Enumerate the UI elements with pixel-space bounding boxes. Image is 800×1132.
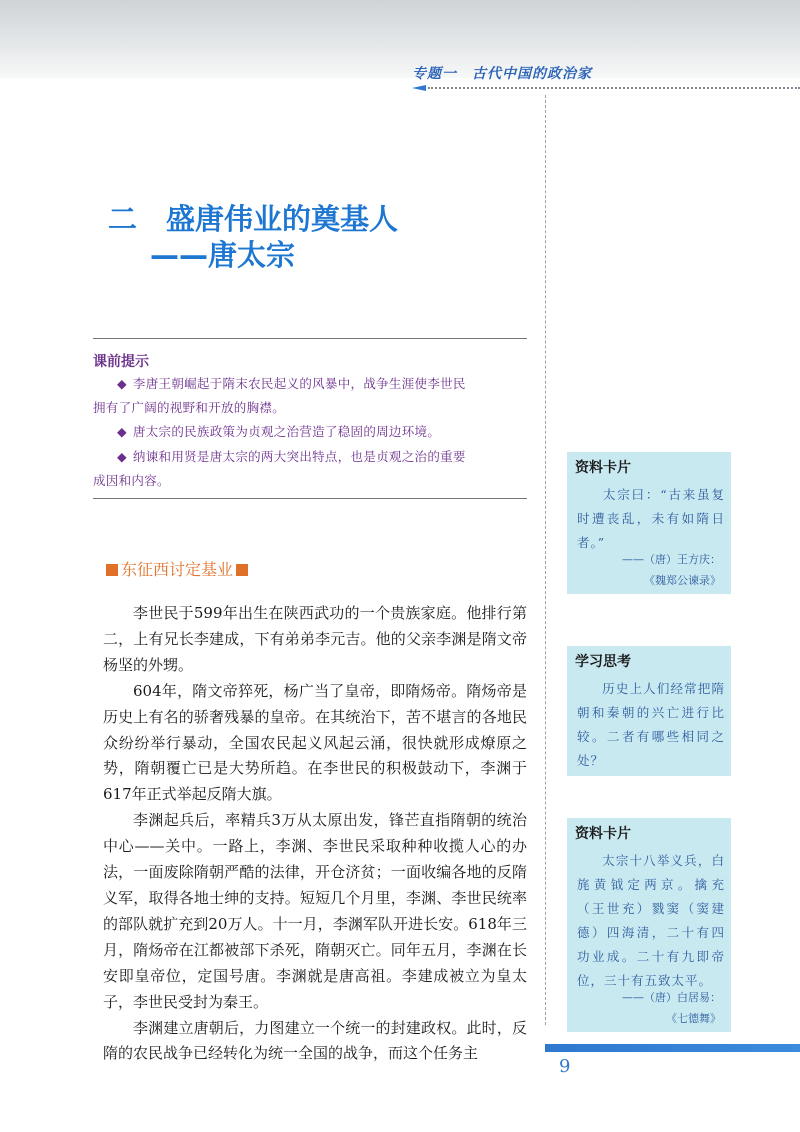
card-source-work: 《魏郑公谏录》: [644, 574, 721, 587]
section-heading: 东征西讨定基业: [103, 557, 251, 580]
card-text: 历史上人们经常把隋朝和秦朝的兴亡进行比较。二者有哪些相同之处？: [577, 681, 725, 768]
study-question-card: [567, 646, 731, 776]
body-paragraph: 604年，隋文帝猝死，杨广当了皇帝，即隋炀帝。隋炀帝是历史上有名的骄奢残暴的皇帝。在其统治下，苦不堪言的各地民众纷纷举行暴动，全国农民起义风起云涌，很快就形成燎原之势，隋朝覆亡已是大势所趋。在李世民的积极鼓动下，李渊于617年正式举起反隋大旗。: [103, 681, 527, 804]
tip-item: ◆ 纳谏和用贤是唐太宗的两大突出特点，也是贞观之治的重要: [117, 449, 466, 464]
card-title: 资料卡片: [575, 826, 631, 842]
body-paragraph: 李渊起兵后，率精兵3万从太原出发，锋芒直指隋朝的统治中心——关中。一路上，李渊、李世民采取种种收揽人心的办法，一面废除隋朝严酷的法律，开仓济贫；一面收编各地的反隋义军，取得各地士绅的支持。短短几个月里，李渊、李世民统率的部队就扩充到20万人。十一月，李渊军队开进长安。618年三月，隋炀帝在江都被部下杀死，隋朝灭亡。同年五月，李渊在长安即皇帝位，定国号唐。李渊就是唐高祖。李建成被立为皇太子，李世民受封为秦王。: [103, 811, 527, 1011]
tips-heading: 课前提示: [93, 354, 149, 370]
header-dotted-rule: [428, 87, 800, 89]
tips-top-rule: [93, 338, 527, 339]
diamond-bullet-icon: ◆: [117, 424, 127, 439]
tip-item: ◆ 李唐王朝崛起于隋末农民起义的风暴中，战争生涯使李世民: [117, 376, 466, 391]
data-card: [567, 452, 731, 594]
body-text: [103, 601, 527, 1067]
chapter-title: 二 盛唐伟业的奠基人: [108, 202, 399, 236]
diamond-bullet-icon: ◆: [117, 376, 127, 391]
running-header-title: 专题一 古代中国的政治家: [412, 66, 592, 82]
square-marker-icon: [236, 564, 248, 576]
tip-item: ◆ 唐太宗的民族政策为贞观之治营造了稳固的周边环境。: [117, 424, 441, 439]
body-paragraph: 李世民于599年出生在陕西武功的一个贵族家庭。他排行第二，上有兄长李建成，下有弟弟李元吉。他的父亲李渊是隋文帝杨坚的外甥。: [103, 604, 527, 674]
header-arrow-icon: [412, 85, 426, 91]
chapter-subtitle: ——唐太宗: [150, 238, 296, 272]
card-source-author: ——（唐）白居易：: [622, 991, 721, 1004]
card-source-work: 《七德舞》: [666, 1012, 721, 1025]
page-number: 9: [559, 1056, 571, 1077]
footer-bar: [545, 1044, 800, 1052]
card-title: 学习思考: [575, 654, 631, 670]
column-divider: [545, 95, 546, 1025]
card-source-author: ——（唐）王方庆：: [622, 553, 721, 566]
tips-bottom-rule: [93, 498, 527, 499]
card-title: 资料卡片: [575, 460, 631, 476]
square-marker-icon: [106, 564, 118, 576]
card-text: 太宗曰：“古来虽复时遭丧乱，未有如隋日者。”: [577, 487, 725, 550]
tip-item-continued: 拥有了广阔的视野和开放的胸襟。: [93, 400, 286, 415]
data-card: [567, 818, 731, 1032]
tip-item-continued: 成因和内容。: [93, 473, 170, 488]
diamond-bullet-icon: ◆: [117, 449, 127, 464]
body-paragraph: 李渊建立唐朝后，力图建立一个统一的封建政权。此时，反隋的农民战争已经转化为统一全国的战争，而这个任务主: [103, 1018, 527, 1063]
card-text: 太宗十八举义兵，白旄黄钺定两京。擒充（王世充）戮窦（窦建德）四海清，二十有四功业成。二十有九即帝位，三十有五致太平。: [577, 853, 725, 988]
header-band: [0, 0, 800, 78]
